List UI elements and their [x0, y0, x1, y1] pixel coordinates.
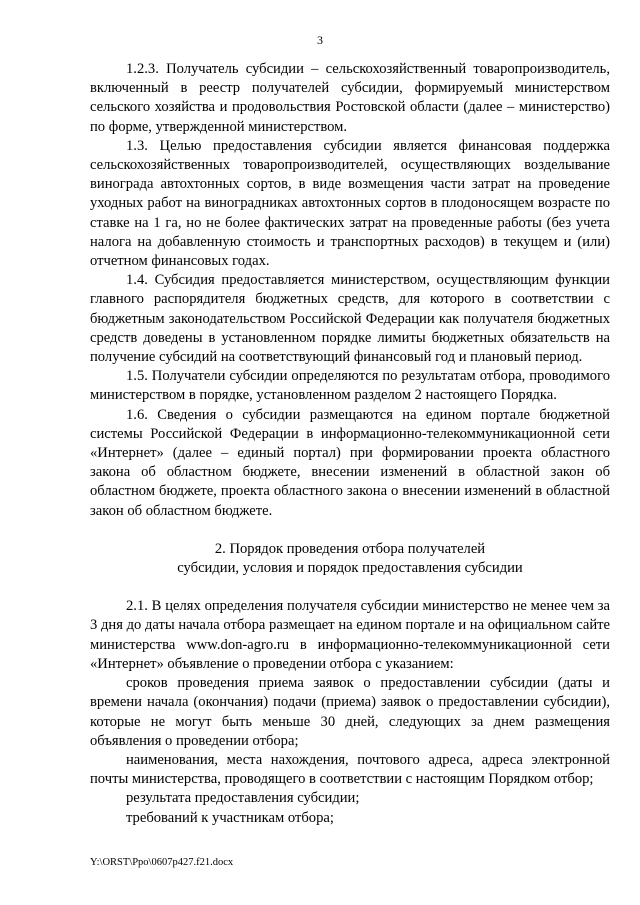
list-item-application-terms: сроков проведения приема заявок о предоставлении субсидии (даты и времени начала (окончания) подачи (приема) заявок о предоставлении субсидии), которые не могут быть меньше 30 дней, следующих за днем размещения объявления о проведении отбора; [90, 675, 610, 749]
footer-file-path: Y:\ORST\Ppo\0607p427.f21.docx [90, 857, 234, 868]
document-body [90, 60, 610, 828]
paragraph-1-3: 1.3. Целью предоставления субсидии является финансовая поддержка сельскохозяйственных товаропроизводителей, осуществляющих возделывание винограда автохтонных сортов, в виде возмещения части затрат на проведение уходных работ на виноградниках автохтонных сортов в плодоносящем возрасте по ставке на 1 га, но не более фактических затрат на проведенные работы (без учета налога на добавленную стоимость и транспортных расходов) в текущем и (или) отчетном финансовых годах. [90, 137, 610, 270]
section-heading-line-2: субсидии, условия и порядок предоставления субсидии [177, 560, 523, 577]
section-heading [90, 540, 610, 578]
paragraph-1-2-3: 1.2.3. Получатель субсидии – сельскохозяйственный товаропроизводитель, включенный в реестр получателей субсидии, формируемый министерством сельского хозяйства и продовольствия Ростовской области (далее – министерство) по форме, утвержденной министерством. [90, 61, 610, 135]
paragraph-1-6: 1.6. Сведения о субсидии размещаются на едином портале бюджетной системы Российской Федерации в информационно-телекоммуникационной сети «Интернет» (далее – единый портал) при формировании проекта областного закона об областном бюджете, внесении изменений в областной закон об областном бюджете, проекта областного закона о внесении изменений в областной закон об областном бюджете. [90, 406, 610, 519]
section-heading-line-1: 2. Порядок проведения отбора получателей [214, 540, 486, 557]
list-item-subsidy-result: результата предоставления субсидии; [126, 790, 360, 807]
list-item-ministry-details: наименования, места нахождения, почтового адреса, адреса электронной почты министерства, проводящего в соответствии с настоящим Порядком отбор; [90, 751, 610, 788]
list-item-participant-requirements: требований к участникам отбора; [126, 809, 334, 826]
paragraph-2-1: 2.1. В целях определения получателя субсидии министерство не менее чем за 3 дня до даты начала отбора размещает на едином портале и на официальном сайте министерства www.don-agro.ru в информационно-телекоммуникационной сети «Интернет» объявление о проведении отбора с указанием: [90, 598, 610, 672]
page-number: 3 [317, 33, 323, 47]
paragraph-1-5: 1.5. Получатели субсидии определяются по результатам отбора, проводимого министерством в порядке, установленном разделом 2 настоящего Порядка. [90, 368, 610, 404]
paragraph-1-4: 1.4. Субсидия предоставляется министерством, осуществляющим функции главного распорядителя бюджетных средств, для которого в соответствии с бюджетным законодательством Российской Федерации как получателя бюджетных средств доведены в установленном порядке лимиты бюджетных обязательств на получение субсидий на соответствующий финансовый год и плановый период. [90, 272, 610, 366]
